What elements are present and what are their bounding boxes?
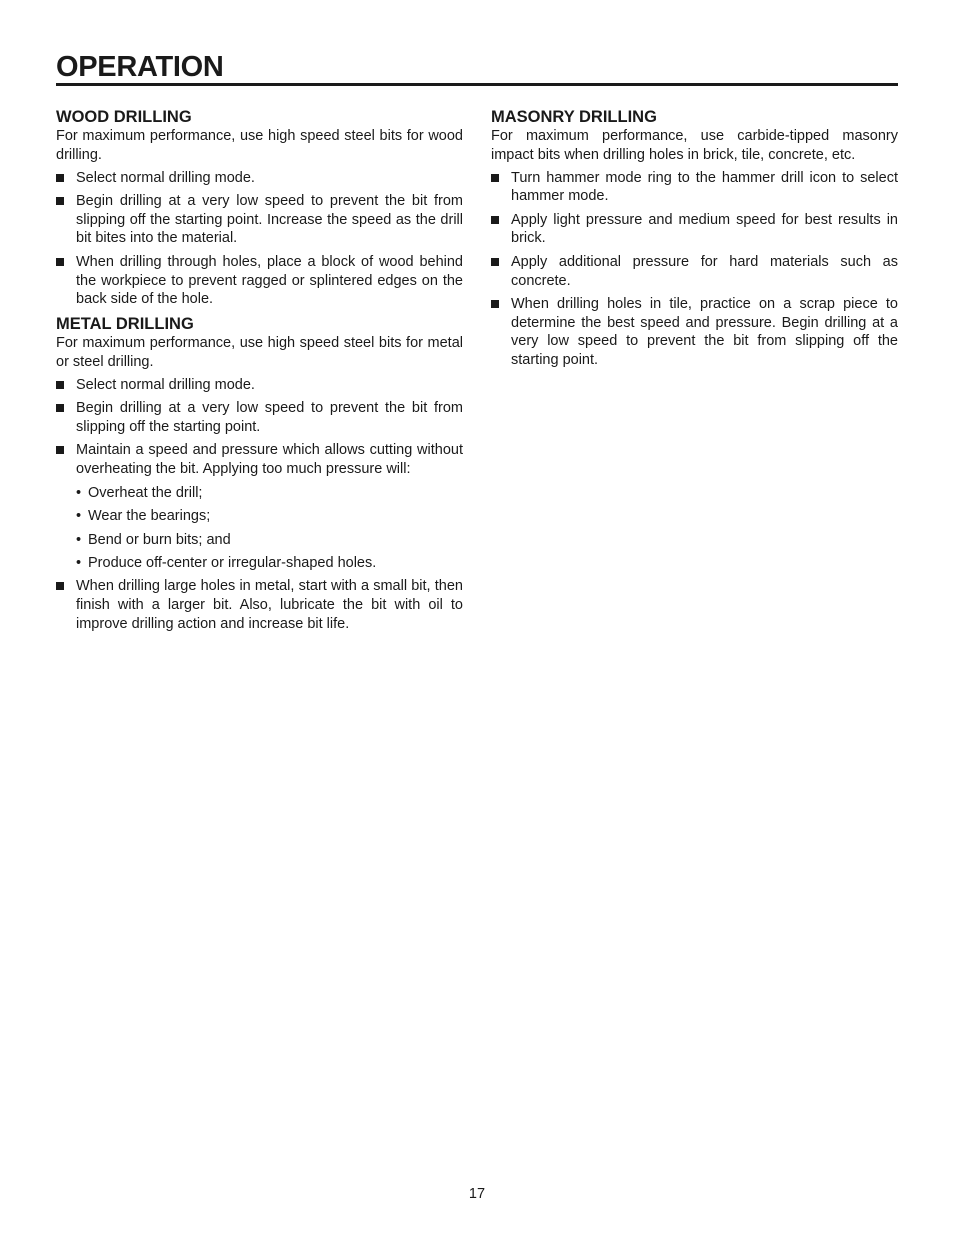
- bullet-list: [56, 169, 463, 310]
- list-item-text: Maintain a speed and pressure which allows cutting without overheating the bit. Applying too much pressure will:: [76, 442, 463, 477]
- sub-list-item: [76, 531, 463, 550]
- list-item-text: When drilling through holes, place a block of wood behind the workpiece to prevent ragged or splintered edges on the back side of the hole.: [76, 253, 463, 308]
- sub-list-item-text: Bend or burn bits; and: [88, 531, 231, 548]
- section-intro: For maximum performance, use high speed steel bits for metal or steel drilling.: [56, 335, 463, 370]
- square-bullet-icon: [491, 174, 499, 182]
- section-intro: For maximum performance, use high speed steel bits for wood drilling.: [56, 128, 463, 163]
- list-item-text: Apply additional pressure for hard materials such as concrete.: [511, 253, 898, 289]
- list-item: [56, 192, 463, 248]
- list-item: [56, 577, 463, 633]
- dot-bullet-icon: •: [76, 531, 82, 548]
- list-item: [491, 295, 898, 370]
- page-title: OPERATION: [56, 51, 224, 83]
- square-bullet-icon: [56, 582, 64, 590]
- square-bullet-icon: [56, 258, 64, 266]
- square-bullet-icon: [56, 381, 64, 389]
- list-item: [56, 441, 463, 573]
- section-metal-drilling: [56, 314, 463, 634]
- sub-list-item-text: Overheat the drill;: [88, 484, 203, 501]
- dot-bullet-icon: •: [76, 554, 82, 571]
- dot-bullet-icon: •: [76, 484, 82, 501]
- dot-bullet-icon: •: [76, 508, 82, 525]
- section-heading: WOOD DRILLING: [56, 108, 192, 126]
- sub-list-item-text: Wear the bearings;: [88, 508, 211, 525]
- list-item-text: When drilling large holes in metal, start with a small bit, then finish with a larger bit. Also, lubricate the bit with oil to improve drilling action and increase bit life.: [76, 578, 463, 632]
- title-rule: [56, 83, 898, 86]
- list-item-text: Begin drilling at a very low speed to prevent the bit from slipping off the starting point.: [76, 400, 463, 435]
- list-item: [491, 253, 898, 291]
- section-intro: For maximum performance, use carbide-tipped masonry impact bits when drilling holes in brick, tile, concrete, etc.: [491, 128, 898, 163]
- list-item-text: Turn hammer mode ring to the hammer drill icon to select hammer mode.: [511, 169, 898, 205]
- right-column: [491, 107, 898, 375]
- square-bullet-icon: [56, 174, 64, 182]
- left-column: [56, 107, 463, 638]
- list-item: [56, 253, 463, 309]
- section-heading: MASONRY DRILLING: [491, 108, 657, 126]
- list-item-text: Select normal drilling mode.: [76, 376, 255, 393]
- bullet-list: [56, 376, 463, 634]
- square-bullet-icon: [491, 300, 499, 308]
- square-bullet-icon: [56, 446, 64, 454]
- page-number: 17: [468, 1186, 486, 1202]
- list-item: [491, 211, 898, 249]
- list-item-text: When drilling holes in tile, practice on a scrap piece to determine the best speed and pressure. Begin drilling at a very low speed to prevent the bit from slipping off the starting point.: [511, 295, 898, 369]
- bullet-list: [491, 169, 898, 370]
- sub-list-item: [76, 554, 463, 573]
- sub-list-item: [76, 507, 463, 526]
- list-item-text: Begin drilling at a very low speed to prevent the bit from slipping off the starting point. Increase the speed as the drill bit bites into the material.: [76, 192, 463, 247]
- section-heading: METAL DRILLING: [56, 315, 194, 334]
- section-wood-drilling: [56, 107, 463, 309]
- square-bullet-icon: [491, 216, 499, 224]
- list-item: [56, 169, 463, 188]
- list-item: [56, 399, 463, 437]
- sub-list-item-text: Produce off-center or irregular-shaped holes.: [88, 554, 377, 571]
- sub-list-item: [76, 484, 463, 503]
- list-item-text: Select normal drilling mode.: [76, 169, 255, 186]
- square-bullet-icon: [56, 197, 64, 205]
- square-bullet-icon: [491, 258, 499, 266]
- list-item: [491, 169, 898, 207]
- square-bullet-icon: [56, 404, 64, 412]
- section-masonry-drilling: [491, 107, 898, 370]
- sub-bullet-list: [76, 484, 463, 573]
- list-item: [56, 376, 463, 395]
- list-item-text: Apply light pressure and medium speed for best results in brick.: [511, 211, 898, 247]
